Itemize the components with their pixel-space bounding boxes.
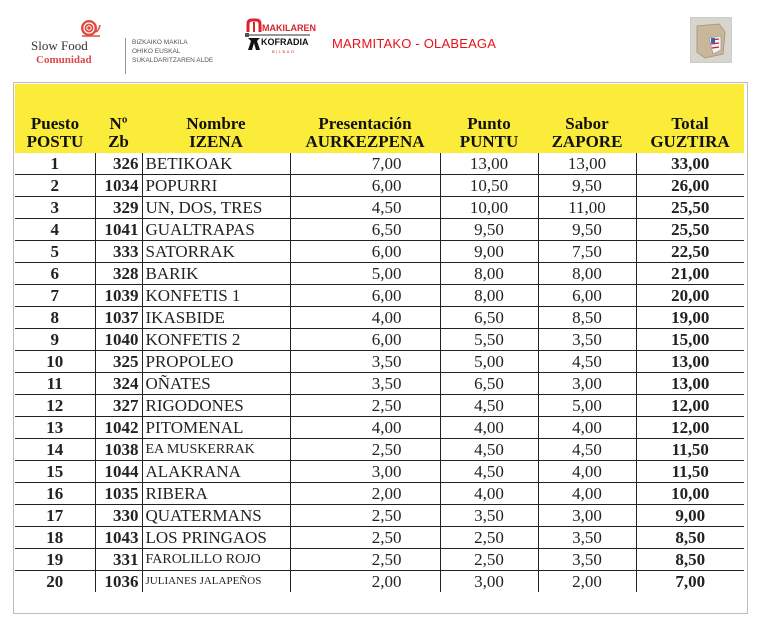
column-header-es: Sabor <box>565 114 609 133</box>
cell-flavor: 11,00 <box>538 197 636 219</box>
cell-presentation: 5,00 <box>290 263 440 285</box>
table-row <box>15 527 744 549</box>
cell-position: 4 <box>15 219 95 241</box>
cofradia-line2: KOFRADIA <box>261 37 309 47</box>
cell-presentation: 2,00 <box>290 483 440 505</box>
cell-number: 330 <box>95 505 142 527</box>
cell-presentation: 4,00 <box>290 307 440 329</box>
table-row <box>15 505 744 527</box>
cell-total: 10,00 <box>636 483 744 505</box>
cell-total: 11,50 <box>636 439 744 461</box>
column-header-total <box>636 84 744 153</box>
cell-position: 9 <box>15 329 95 351</box>
cell-presentation: 2,50 <box>290 439 440 461</box>
cell-position: 14 <box>15 439 95 461</box>
makilaren-kofradia-logo <box>244 18 326 58</box>
association-line: SUKALDARITZAREN ALDE <box>132 57 214 64</box>
cell-presentation: 3,50 <box>290 373 440 395</box>
cell-team-name: RIBERA <box>142 483 290 505</box>
snail-icon <box>80 18 102 38</box>
table-row <box>15 351 744 373</box>
cell-position: 8 <box>15 307 95 329</box>
cell-presentation: 2,00 <box>290 571 440 593</box>
cell-point: 2,50 <box>440 549 538 571</box>
cell-number: 333 <box>95 241 142 263</box>
cell-number: 329 <box>95 197 142 219</box>
cell-number: 326 <box>95 153 142 175</box>
cell-team-name: ALAKRANA <box>142 461 290 483</box>
column-header-eu: PUNTU <box>459 132 519 151</box>
column-header-eu: GUZTIRA <box>650 132 730 151</box>
table-row <box>15 417 744 439</box>
slow-food-logo <box>28 16 214 66</box>
column-header-es: Nombre <box>186 114 246 133</box>
cell-position: 16 <box>15 483 95 505</box>
cell-point: 4,00 <box>440 417 538 439</box>
cell-position: 12 <box>15 395 95 417</box>
cell-total: 33,00 <box>636 153 744 175</box>
column-header-name <box>142 84 290 153</box>
cell-point: 10,00 <box>440 197 538 219</box>
cell-number: 1044 <box>95 461 142 483</box>
cell-presentation: 3,50 <box>290 351 440 373</box>
cell-position: 6 <box>15 263 95 285</box>
cell-team-name: JULIANES JALAPEÑOS <box>142 571 290 593</box>
cell-number: 1041 <box>95 219 142 241</box>
table-row <box>15 549 744 571</box>
table-row <box>15 197 744 219</box>
table-row <box>15 483 744 505</box>
page-header <box>0 0 764 82</box>
cell-total: 8,50 <box>636 527 744 549</box>
association-line: OHIKO EUSKAL <box>132 48 181 55</box>
cell-point: 13,00 <box>440 153 538 175</box>
cell-presentation: 4,50 <box>290 197 440 219</box>
table-row <box>15 285 744 307</box>
table-row <box>15 153 744 175</box>
cell-total: 26,00 <box>636 175 744 197</box>
cell-team-name: BARIK <box>142 263 290 285</box>
cofradia-line1: MAKILAREN <box>262 23 316 33</box>
cell-position: 3 <box>15 197 95 219</box>
table-row <box>15 241 744 263</box>
cell-point: 4,50 <box>440 461 538 483</box>
cell-presentation: 7,00 <box>290 153 440 175</box>
cell-flavor: 4,50 <box>538 351 636 373</box>
cell-team-name: RIGODONES <box>142 395 290 417</box>
cell-presentation: 2,50 <box>290 527 440 549</box>
cell-total: 21,00 <box>636 263 744 285</box>
cell-position: 2 <box>15 175 95 197</box>
cell-position: 1 <box>15 153 95 175</box>
table-row <box>15 307 744 329</box>
cell-flavor: 8,00 <box>538 263 636 285</box>
cell-presentation: 2,50 <box>290 505 440 527</box>
table-row <box>15 219 744 241</box>
cell-team-name: PROPOLEO <box>142 351 290 373</box>
column-header-flavor <box>538 84 636 153</box>
cell-number: 1036 <box>95 571 142 593</box>
table-row <box>15 329 744 351</box>
slow-food-name: Slow Food <box>31 38 88 53</box>
cell-point: 4,00 <box>440 483 538 505</box>
cell-total: 25,50 <box>636 197 744 219</box>
event-title: MARMITAKO - OLABEAGA <box>332 36 497 51</box>
cell-number: 327 <box>95 395 142 417</box>
association-line: BIZKAIKO MAKILA <box>132 39 188 46</box>
column-header-point <box>440 84 538 153</box>
cell-team-name: PITOMENAL <box>142 417 290 439</box>
logo-divider <box>125 38 126 74</box>
table-row <box>15 461 744 483</box>
badge-pin-icon <box>690 17 732 63</box>
column-header-eu: AURKEZPENA <box>305 132 425 151</box>
column-header-eu: POSTU <box>26 132 84 151</box>
table-header-row <box>15 84 744 153</box>
column-header-es: Punto <box>467 114 511 133</box>
association-name <box>132 38 213 65</box>
cell-team-name: BETIKOAK <box>142 153 290 175</box>
cell-flavor: 4,00 <box>538 417 636 439</box>
cell-number: 1040 <box>95 329 142 351</box>
cell-position: 17 <box>15 505 95 527</box>
cell-total: 11,50 <box>636 461 744 483</box>
cell-number: 1043 <box>95 527 142 549</box>
column-header-es: Total <box>671 114 709 133</box>
cell-flavor: 6,00 <box>538 285 636 307</box>
cell-team-name: LOS PRINGAOS <box>142 527 290 549</box>
cell-flavor: 3,50 <box>538 549 636 571</box>
cell-point: 6,50 <box>440 373 538 395</box>
column-header-eu: Zb <box>108 132 129 151</box>
cell-position: 10 <box>15 351 95 373</box>
cell-team-name: SATORRAK <box>142 241 290 263</box>
cell-number: 1034 <box>95 175 142 197</box>
cell-flavor: 4,00 <box>538 483 636 505</box>
cell-position: 13 <box>15 417 95 439</box>
cell-flavor: 3,50 <box>538 527 636 549</box>
cofradia-line3: BILBAO <box>272 49 296 54</box>
cell-total: 25,50 <box>636 219 744 241</box>
cell-presentation: 6,00 <box>290 175 440 197</box>
cell-presentation: 6,00 <box>290 241 440 263</box>
column-header-presentation <box>290 84 440 153</box>
cell-total: 12,00 <box>636 395 744 417</box>
results-table-frame <box>13 82 748 614</box>
cell-presentation: 3,00 <box>290 461 440 483</box>
cell-presentation: 2,50 <box>290 395 440 417</box>
cell-total: 9,00 <box>636 505 744 527</box>
cell-flavor: 2,00 <box>538 571 636 593</box>
cell-team-name: OÑATES <box>142 373 290 395</box>
cell-total: 12,00 <box>636 417 744 439</box>
cell-number: 328 <box>95 263 142 285</box>
cell-team-name: EA MUSKERRAK <box>142 439 290 461</box>
cell-number: 1037 <box>95 307 142 329</box>
cell-position: 15 <box>15 461 95 483</box>
cell-flavor: 8,50 <box>538 307 636 329</box>
cell-point: 9,00 <box>440 241 538 263</box>
table-row <box>15 439 744 461</box>
cell-point: 6,50 <box>440 307 538 329</box>
cell-flavor: 7,50 <box>538 241 636 263</box>
cell-point: 8,00 <box>440 285 538 307</box>
cell-number: 331 <box>95 549 142 571</box>
table-row <box>15 263 744 285</box>
column-header-es: Puesto <box>30 114 80 133</box>
cell-presentation: 4,00 <box>290 417 440 439</box>
cell-total: 19,00 <box>636 307 744 329</box>
cell-total: 13,00 <box>636 373 744 395</box>
cell-point: 4,50 <box>440 395 538 417</box>
cell-flavor: 4,50 <box>538 439 636 461</box>
cell-point: 2,50 <box>440 527 538 549</box>
cell-team-name: FAROLILLO ROJO <box>142 549 290 571</box>
column-header-es: Nº <box>109 114 128 133</box>
cell-team-name: GUALTRAPAS <box>142 219 290 241</box>
cell-total: 15,00 <box>636 329 744 351</box>
column-header-eu: IZENA <box>189 132 243 151</box>
cell-point: 4,50 <box>440 439 538 461</box>
cell-point: 9,50 <box>440 219 538 241</box>
cell-team-name: IKASBIDE <box>142 307 290 329</box>
cell-position: 5 <box>15 241 95 263</box>
cell-total: 13,00 <box>636 351 744 373</box>
cell-position: 11 <box>15 373 95 395</box>
cell-position: 7 <box>15 285 95 307</box>
cell-presentation: 6,50 <box>290 219 440 241</box>
table-row <box>15 395 744 417</box>
cell-number: 1038 <box>95 439 142 461</box>
cell-presentation: 6,00 <box>290 329 440 351</box>
cell-flavor: 5,00 <box>538 395 636 417</box>
column-header-number <box>95 84 142 153</box>
cell-point: 5,00 <box>440 351 538 373</box>
cell-total: 7,00 <box>636 571 744 593</box>
cell-flavor: 9,50 <box>538 219 636 241</box>
results-table <box>15 84 744 592</box>
table-row <box>15 175 744 197</box>
cell-total: 20,00 <box>636 285 744 307</box>
cell-presentation: 2,50 <box>290 549 440 571</box>
cell-number: 325 <box>95 351 142 373</box>
slow-food-community: Comunidad <box>36 54 92 66</box>
table-row <box>15 571 744 593</box>
cell-position: 18 <box>15 527 95 549</box>
cell-flavor: 9,50 <box>538 175 636 197</box>
cell-flavor: 3,00 <box>538 373 636 395</box>
cell-position: 20 <box>15 571 95 593</box>
cell-flavor: 3,00 <box>538 505 636 527</box>
cell-team-name: QUATERMANS <box>142 505 290 527</box>
column-header-es: Presentación <box>318 114 412 133</box>
cell-point: 8,00 <box>440 263 538 285</box>
cell-number: 324 <box>95 373 142 395</box>
results-table-body <box>15 153 744 592</box>
cell-point: 3,50 <box>440 505 538 527</box>
cell-number: 1035 <box>95 483 142 505</box>
cofradia-emblem-icon <box>244 18 326 58</box>
cell-team-name: UN, DOS, TRES <box>142 197 290 219</box>
cell-point: 5,50 <box>440 329 538 351</box>
table-row <box>15 373 744 395</box>
cell-total: 8,50 <box>636 549 744 571</box>
cell-point: 10,50 <box>440 175 538 197</box>
cell-position: 19 <box>15 549 95 571</box>
column-header-eu: ZAPORE <box>551 132 623 151</box>
cell-flavor: 13,00 <box>538 153 636 175</box>
cell-flavor: 3,50 <box>538 329 636 351</box>
cell-team-name: KONFETIS 1 <box>142 285 290 307</box>
cell-total: 22,50 <box>636 241 744 263</box>
cell-flavor: 4,00 <box>538 461 636 483</box>
cell-presentation: 6,00 <box>290 285 440 307</box>
column-header-position <box>15 84 95 153</box>
cell-team-name: KONFETIS 2 <box>142 329 290 351</box>
cell-point: 3,00 <box>440 571 538 593</box>
cell-team-name: POPURRI <box>142 175 290 197</box>
cell-number: 1042 <box>95 417 142 439</box>
cell-number: 1039 <box>95 285 142 307</box>
